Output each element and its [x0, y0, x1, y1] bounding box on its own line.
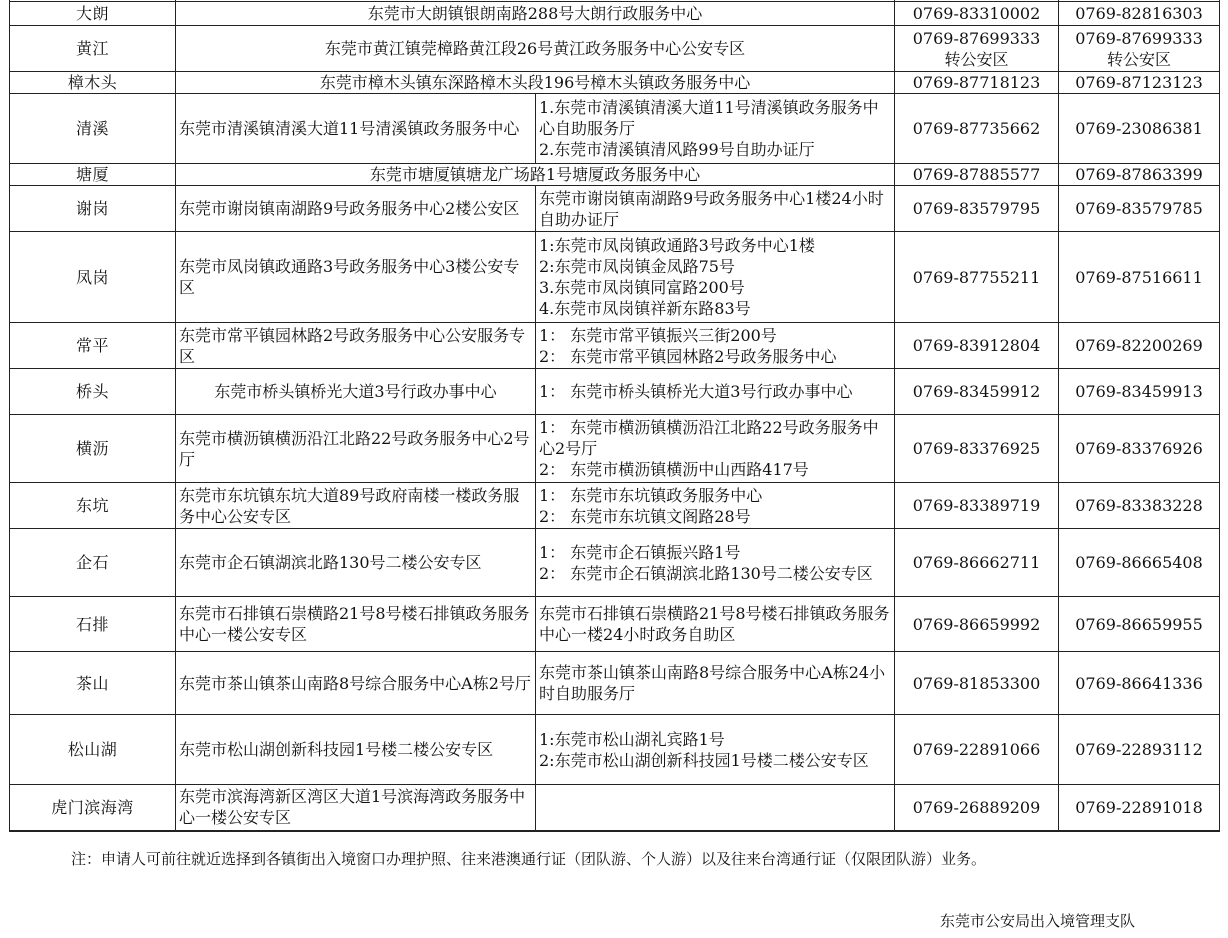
address-cell: 东莞市滨海湾新区湾区大道1号滨海湾政务服务中心一楼公安专区 [176, 785, 536, 831]
town-cell: 横沥 [10, 415, 176, 483]
phone-cell: 0769-87755211 [895, 232, 1059, 323]
town-cell: 企石 [10, 529, 176, 597]
table-row [10, 164, 1220, 186]
address-cell: 东莞市松山湖创新科技园1号楼二楼公安专区 [176, 715, 536, 785]
phone-cell: 0769-83579785 [1059, 186, 1220, 232]
self-service-cell: 1： 东莞市企石镇振兴路1号 2： 东莞市企石镇湖滨北路130号二楼公安专区 [536, 529, 895, 597]
phone-cell: 0769-26889209 [895, 785, 1059, 831]
self-service-cell [536, 785, 895, 831]
table-row [10, 652, 1220, 715]
town-cell: 茶山 [10, 652, 176, 715]
service-center-table [9, 0, 1220, 832]
table-row [10, 232, 1220, 323]
town-cell: 常平 [10, 323, 176, 369]
phone-cell: 0769-82200269 [1059, 323, 1220, 369]
phone-cell: 0769-86641336 [1059, 652, 1220, 715]
phone-cell: 0769-86659992 [895, 597, 1059, 652]
phone-cell: 0769-83459913 [1059, 369, 1220, 415]
table-row [10, 715, 1220, 785]
phone-cell: 0769-83459912 [895, 369, 1059, 415]
phone-cell: 0769-86662711 [895, 529, 1059, 597]
address-cell: 东莞市常平镇园林路2号政务服务中心公安服务专区 [176, 323, 536, 369]
town-cell: 凤岗 [10, 232, 176, 323]
phone-cell: 0769-83383228 [1059, 483, 1220, 529]
phone-cell: 0769-83376925 [895, 415, 1059, 483]
phone-cell: 0769-22891018 [1059, 785, 1220, 831]
phone-cell: 0769-87718123 [895, 72, 1059, 94]
town-cell: 桥头 [10, 369, 176, 415]
issuer-signature: 东莞市公安局出入境管理支队 [940, 912, 1136, 930]
phone-cell: 0769-22891066 [895, 715, 1059, 785]
phone-cell: 0769-86659955 [1059, 597, 1220, 652]
town-cell: 大朗 [10, 2, 176, 26]
self-service-cell: 东莞市石排镇石崇横路21号8号楼石排镇政务服务中心一楼24小时政务自助区 [536, 597, 895, 652]
town-cell: 黄江 [10, 26, 176, 72]
phone-cell: 0769-82816303 [1059, 2, 1220, 26]
self-service-cell: 1： 东莞市常平镇振兴三街200号 2： 东莞市常平镇园林路2号政务服务中心 [536, 323, 895, 369]
self-service-cell: 东莞市谢岗镇南湖路9号政务服务中心1楼24小时自助办证厅 [536, 186, 895, 232]
self-service-cell: 1： 东莞市横沥镇横沥沿江北路22号政务服务中心2号厅 2： 东莞市横沥镇横沥中山西路417号 [536, 415, 895, 483]
phone-cell: 0769-81853300 [895, 652, 1059, 715]
phone-cell: 0769-87699333 转公安区 [1059, 26, 1220, 72]
table-row [10, 785, 1220, 831]
phone-cell: 0769-87516611 [1059, 232, 1220, 323]
phone-cell: 0769-22893112 [1059, 715, 1220, 785]
address-cell: 东莞市桥头镇桥光大道3号行政办事中心 [176, 369, 536, 415]
address-cell: 东莞市大朗镇银朗南路288号大朗行政服务中心 [176, 2, 895, 26]
table-row [10, 186, 1220, 232]
address-cell: 东莞市黄江镇莞樟路黄江段26号黄江政务服务中心公安专区 [176, 26, 895, 72]
self-service-cell: 东莞市茶山镇茶山南路8号综合服务中心A栋24小时自助服务厅 [536, 652, 895, 715]
town-cell: 樟木头 [10, 72, 176, 94]
phone-cell: 0769-87885577 [895, 164, 1059, 186]
table-row [10, 483, 1220, 529]
phone-cell: 0769-87123123 [1059, 72, 1220, 94]
table-row [10, 94, 1220, 164]
address-cell: 东莞市东坑镇东坑大道89号政府南楼一楼政务服务中心公安专区 [176, 483, 536, 529]
table-row [10, 415, 1220, 483]
phone-cell: 0769-86665408 [1059, 529, 1220, 597]
address-cell: 东莞市石排镇石崇横路21号8号楼石排镇政务服务中心一楼公安专区 [176, 597, 536, 652]
address-cell: 东莞市清溪镇清溪大道11号清溪镇政务服务中心 [176, 94, 536, 164]
table-row [10, 2, 1220, 26]
phone-cell: 0769-87735662 [895, 94, 1059, 164]
table-row [10, 323, 1220, 369]
phone-cell: 0769-83579795 [895, 186, 1059, 232]
address-cell: 东莞市横沥镇横沥沿江北路22号政务服务中心2号厅 [176, 415, 536, 483]
footnote: 注：申请人可前往就近选择到各镇街出入境窗口办理护照、往来港澳通行证（团队游、个人游）以及往来台湾通行证（仅限团队游）业务。 [71, 850, 987, 868]
town-cell: 谢岗 [10, 186, 176, 232]
address-cell: 东莞市企石镇湖滨北路130号二楼公安专区 [176, 529, 536, 597]
town-cell: 虎门滨海湾 [10, 785, 176, 831]
address-cell: 东莞市塘厦镇塘龙广场路1号塘厦政务服务中心 [176, 164, 895, 186]
self-service-cell: 1： 东莞市桥头镇桥光大道3号行政办事中心 [536, 369, 895, 415]
address-cell: 东莞市樟木头镇东深路樟木头段196号樟木头镇政务服务中心 [176, 72, 895, 94]
town-cell: 松山湖 [10, 715, 176, 785]
address-cell: 东莞市茶山镇茶山南路8号综合服务中心A栋2号厅 [176, 652, 536, 715]
address-cell: 东莞市谢岗镇南湖路9号政务服务中心2楼公安区 [176, 186, 536, 232]
town-cell: 清溪 [10, 94, 176, 164]
table-row [10, 26, 1220, 72]
phone-cell: 0769-23086381 [1059, 94, 1220, 164]
table-row [10, 597, 1220, 652]
phone-cell: 0769-83376926 [1059, 415, 1220, 483]
phone-cell: 0769-83389719 [895, 483, 1059, 529]
table-row [10, 72, 1220, 94]
self-service-cell: 1:东莞市凤岗镇政通路3号政务中心1楼 2:东莞市凤岗镇金凤路75号 3.东莞市凤岗镇同富路200号 4.东莞市凤岗镇祥新东路83号 [536, 232, 895, 323]
town-cell: 塘厦 [10, 164, 176, 186]
table-row [10, 369, 1220, 415]
self-service-cell: 1.东莞市清溪镇清溪大道11号清溪镇政务服务中心自助服务厅 2.东莞市清溪镇清风路99号自助办证厅 [536, 94, 895, 164]
phone-cell: 0769-87699333 转公安区 [895, 26, 1059, 72]
phone-cell: 0769-83912804 [895, 323, 1059, 369]
phone-cell: 0769-83310002 [895, 2, 1059, 26]
town-cell: 东坑 [10, 483, 176, 529]
table-row [10, 529, 1220, 597]
address-cell: 东莞市凤岗镇政通路3号政务服务中心3楼公安专区 [176, 232, 536, 323]
self-service-cell: 1： 东莞市东坑镇政务服务中心 2： 东莞市东坑镇文阁路28号 [536, 483, 895, 529]
self-service-cell: 1:东莞市松山湖礼宾路1号 2:东莞市松山湖创新科技园1号楼二楼公安专区 [536, 715, 895, 785]
phone-cell: 0769-87863399 [1059, 164, 1220, 186]
town-cell: 石排 [10, 597, 176, 652]
